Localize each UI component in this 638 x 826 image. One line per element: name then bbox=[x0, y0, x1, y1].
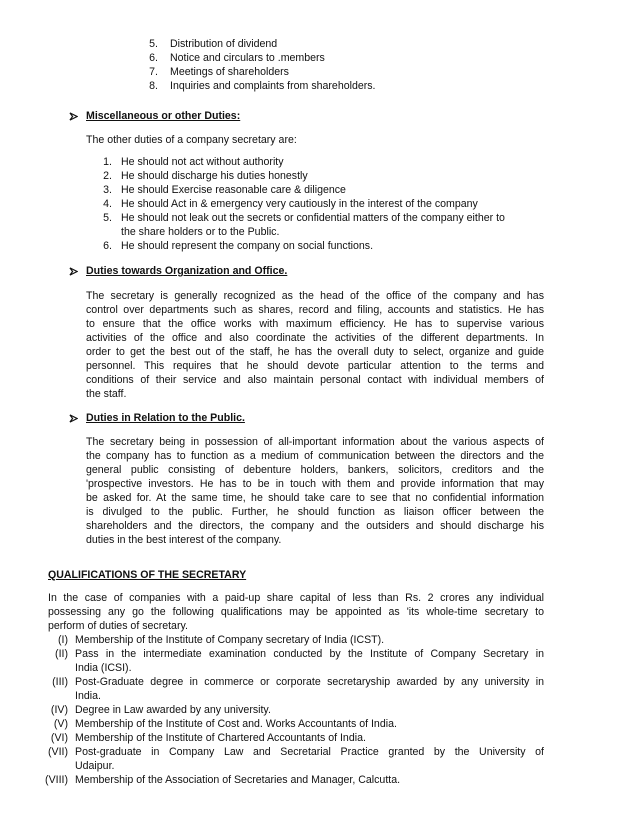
list-item: He should Act in & emergency very cautiously in the interest of the company bbox=[121, 198, 478, 210]
list-item: Inquiries and complaints from shareholders. bbox=[170, 80, 376, 92]
list-item: He should Exercise reasonable care & diligence bbox=[121, 184, 346, 196]
list-number: (VI) bbox=[50, 732, 68, 744]
list-item: Distribution of dividend bbox=[170, 38, 278, 50]
list-item: Membership of the Institute of Chartered Accountants of India. bbox=[75, 732, 366, 744]
paragraph-line: The secretary is generally recognized as the head of the office of the company and has bbox=[86, 290, 544, 302]
paragraph-line: The secretary being in possession of all-important information about the various aspects of bbox=[86, 436, 544, 448]
paragraph-line: 'prospective investors. He has to be in touch with them and provide information that may bbox=[86, 478, 544, 490]
list-item-continued: the share holders or to the Public. bbox=[121, 226, 280, 238]
list-number: 8. bbox=[149, 80, 158, 92]
section-heading-misc: Miscellaneous or other Duties: bbox=[86, 110, 241, 122]
list-number: (III) bbox=[52, 676, 68, 688]
section-heading-public: Duties in Relation to the Public. bbox=[86, 412, 245, 424]
list-item: He should not leak out the secrets or confidential matters of the company either to bbox=[121, 212, 505, 224]
arrow-bullet-icon bbox=[69, 112, 78, 121]
paragraph-line: to ensure that the office works with maximum efficiency. He has to supervise various bbox=[86, 318, 544, 330]
paragraph-line: shareholders and the directors, the company and the outsiders and should discharge his bbox=[86, 520, 544, 532]
list-number: 7. bbox=[149, 66, 158, 78]
paragraph-line: be asked for. At the same time, he should take care to see that no confidential information bbox=[86, 492, 544, 504]
paragraph-line: activities of the office and also coordinate the activities of the different departments. In bbox=[86, 332, 544, 344]
list-item: He should not act without authority bbox=[121, 156, 284, 168]
paragraph-line: personnel. This requires that he should devote particular attention to the terms and bbox=[86, 360, 544, 372]
list-number: 4. bbox=[103, 198, 112, 210]
list-item: He should represent the company on social functions. bbox=[121, 240, 374, 252]
list-item: Meetings of shareholders bbox=[170, 66, 289, 78]
arrow-bullet-icon bbox=[69, 414, 78, 423]
list-item: Pass in the intermediate examination conducted by the Institute of Company Secretary in bbox=[75, 648, 544, 660]
list-number: (V) bbox=[53, 718, 68, 730]
list-number: 5. bbox=[149, 38, 158, 50]
paragraph-line: perform of duties of secretary. bbox=[48, 620, 188, 632]
list-item: Post-graduate in Company Law and Secretarial Practice granted by the University of bbox=[75, 746, 544, 758]
list-item-continued: India. bbox=[75, 690, 101, 702]
list-number: (II) bbox=[55, 648, 68, 660]
section-heading-qualifications: QUALIFICATIONS OF THE SECRETARY bbox=[48, 569, 247, 581]
paragraph-line: In the case of companies with a paid-up share capital of less than Rs. 2 crores any individual bbox=[48, 592, 544, 604]
misc-intro: The other duties of a company secretary are: bbox=[86, 134, 297, 146]
list-number: 5. bbox=[103, 212, 112, 224]
arrow-bullet-icon bbox=[69, 267, 78, 276]
list-item: Membership of the Institute of Company secretary of India (ICST). bbox=[75, 634, 385, 646]
list-number: 1. bbox=[103, 156, 112, 168]
list-item: He should discharge his duties honestly bbox=[121, 170, 308, 182]
paragraph-line: is divulged to the public. Further, he should function as liaison officer between the bbox=[86, 506, 544, 518]
list-item: Degree in Law awarded by any university. bbox=[75, 704, 271, 716]
paragraph-line: conditions of their service and also maintain personal contact with individual members of bbox=[86, 374, 544, 386]
section-heading-organization: Duties towards Organization and Office. bbox=[86, 265, 288, 277]
paragraph-line: duties in the best interest of the company. bbox=[86, 534, 282, 546]
list-item: Membership of the Institute of Cost and. Works Accountants of India. bbox=[75, 718, 397, 730]
list-number: (VII) bbox=[47, 746, 68, 758]
list-number: 6. bbox=[149, 52, 158, 64]
paragraph-line: order to get the best out of the staff, he has the overall duty to select, organize and guide bbox=[86, 346, 544, 358]
paragraph-line: possessing any go the following qualifications may be appointed as 'its whole-time secretary to bbox=[48, 606, 544, 618]
list-item: Notice and circulars to .members bbox=[170, 52, 325, 64]
list-number: 6. bbox=[103, 240, 112, 252]
list-number: 3. bbox=[103, 184, 112, 196]
paragraph-line: control over departments such as shares, record and filing, accounts and statistics. He has bbox=[86, 304, 544, 316]
list-item-continued: India (ICSI). bbox=[75, 662, 132, 674]
list-number: (VIII) bbox=[45, 774, 68, 786]
paragraph-line: the staff. bbox=[86, 388, 127, 400]
list-number: 2. bbox=[103, 170, 112, 182]
paragraph-line: the company has to function as a medium of communication between the directors and the bbox=[86, 450, 544, 462]
list-number: (I) bbox=[58, 634, 68, 646]
list-item-continued: Udaipur. bbox=[75, 760, 115, 772]
list-item: Post-Graduate degree in commerce or corporate secretaryship awarded by any university in bbox=[75, 676, 544, 688]
paragraph-line: general public consisting of debenture holders, bankers, solicitors, creditors and the bbox=[86, 464, 544, 476]
list-item: Membership of the Association of Secretaries and Manager, Calcutta. bbox=[75, 774, 401, 786]
list-number: (IV) bbox=[50, 704, 68, 716]
